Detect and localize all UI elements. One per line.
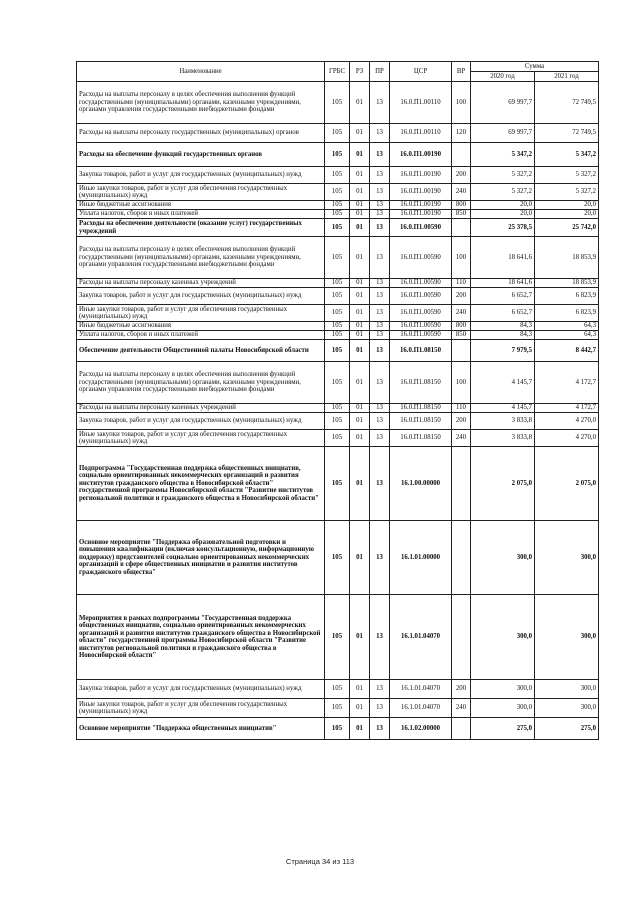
- row-csr: 16.0.П1.00190: [390, 143, 452, 167]
- row-grbs: 105: [325, 201, 350, 210]
- row-grbs: 105: [325, 184, 350, 201]
- row-name: Расходы на обеспечение функций государственных органов: [77, 143, 325, 167]
- row-name: Иные закупки товаров, работ и услуг для обеспечения государственных (муниципальных) нужд: [77, 305, 325, 322]
- row-rz: 01: [350, 404, 370, 413]
- row-amount-2020: 5 327,2: [471, 184, 535, 201]
- row-csr: 16.0.П1.00190: [390, 167, 452, 184]
- row-name: Иные бюджетные ассигнования: [77, 322, 325, 331]
- row-amount-2021: 4 172,7: [535, 404, 599, 413]
- table-row: [77, 331, 599, 340]
- header-grbs: ГРБС: [325, 62, 350, 82]
- row-csr: 16.0.П1.08150: [390, 430, 452, 447]
- row-csr: 16.0.П1.00190: [390, 210, 452, 219]
- row-name: Закупка товаров, работ и услуг для государственных (муниципальных) нужд: [77, 680, 325, 699]
- row-grbs: 105: [325, 718, 350, 740]
- row-grbs: 105: [325, 521, 350, 595]
- row-csr: 16.0.П1.00590: [390, 219, 452, 237]
- table-row: [77, 521, 599, 595]
- row-amount-2021: 18 853,9: [535, 237, 599, 279]
- row-pr: 13: [370, 167, 390, 184]
- row-name: Уплата налогов, сборов и иных платежей: [77, 210, 325, 219]
- row-amount-2021: 8 442,7: [535, 340, 599, 362]
- row-csr: 16.0.П1.08150: [390, 340, 452, 362]
- row-amount-2021: 275,0: [535, 718, 599, 740]
- row-csr: 16.0.П1.00110: [390, 124, 452, 143]
- row-name: Расходы на выплаты персоналу казенных учреждений: [77, 279, 325, 288]
- row-csr: 16.0.П1.00590: [390, 288, 452, 305]
- budget-table: [76, 61, 599, 740]
- row-rz: 01: [350, 430, 370, 447]
- table-row: [77, 210, 599, 219]
- row-rz: 01: [350, 201, 370, 210]
- row-pr: 13: [370, 82, 390, 124]
- row-vr: [452, 340, 471, 362]
- row-amount-2021: 5 327,2: [535, 167, 599, 184]
- row-name: Расходы на выплаты персоналу в целях обеспечения выполнения функций государственными (муниципальными) органами, казенными учреждениями, органами управления государственными внебюджетными фондами: [77, 237, 325, 279]
- row-pr: 13: [370, 288, 390, 305]
- row-pr: 13: [370, 201, 390, 210]
- row-vr: 200: [452, 167, 471, 184]
- row-name: Иные закупки товаров, работ и услуг для обеспечения государственных (муниципальных) нужд: [77, 430, 325, 447]
- row-pr: 13: [370, 340, 390, 362]
- row-name: Расходы на выплаты персоналу в целях обеспечения выполнения функций государственными (муниципальными) органами, казенными учреждениями, органами управления государственными внебюджетными фондами: [77, 82, 325, 124]
- row-vr: 110: [452, 279, 471, 288]
- row-rz: 01: [350, 124, 370, 143]
- row-amount-2021: 300,0: [535, 680, 599, 699]
- row-amount-2021: 72 749,5: [535, 124, 599, 143]
- row-vr: 200: [452, 288, 471, 305]
- row-amount-2021: 64,3: [535, 322, 599, 331]
- row-amount-2020: 3 833,8: [471, 430, 535, 447]
- row-vr: 850: [452, 331, 471, 340]
- row-grbs: 105: [325, 219, 350, 237]
- row-rz: 01: [350, 322, 370, 331]
- table-row: [77, 413, 599, 430]
- row-rz: 01: [350, 143, 370, 167]
- row-grbs: 105: [325, 430, 350, 447]
- row-csr: 16.0.П1.08150: [390, 362, 452, 404]
- row-amount-2021: 5 327,2: [535, 184, 599, 201]
- row-vr: [452, 219, 471, 237]
- row-name: Расходы на выплаты персоналу в целях обеспечения выполнения функций государственными (муниципальными) органами, казенными учреждениями, органами управления государственными внебюджетными фондами: [77, 362, 325, 404]
- row-grbs: 105: [325, 340, 350, 362]
- row-pr: 13: [370, 718, 390, 740]
- row-csr: 16.0.П1.00190: [390, 201, 452, 210]
- row-csr: 16.0.П1.00590: [390, 237, 452, 279]
- row-rz: 01: [350, 331, 370, 340]
- table-row: [77, 82, 599, 124]
- row-amount-2020: 20,0: [471, 210, 535, 219]
- row-rz: 01: [350, 362, 370, 404]
- row-csr: 16.1.01.04070: [390, 680, 452, 699]
- row-rz: 01: [350, 288, 370, 305]
- table-row: [77, 143, 599, 167]
- row-amount-2020: 84,3: [471, 331, 535, 340]
- row-vr: 240: [452, 184, 471, 201]
- row-vr: 100: [452, 237, 471, 279]
- row-name: Закупка товаров, работ и услуг для государственных (муниципальных) нужд: [77, 167, 325, 184]
- row-name: Основное мероприятие "Поддержка общественных инициатив": [77, 718, 325, 740]
- row-amount-2020: 275,0: [471, 718, 535, 740]
- row-vr: [452, 718, 471, 740]
- row-csr: 16.0.П1.00190: [390, 184, 452, 201]
- row-amount-2021: 20,0: [535, 210, 599, 219]
- table-row: [77, 699, 599, 718]
- row-name: Основное мероприятие "Поддержка образовательной подготовки и повышения квалификации (включая консультационную, информационную поддержку) представителей социально ориентированных некоммерческих организаций в сфере общественных инициатив и развития институтов гражданского общества": [77, 521, 325, 595]
- table-row: [77, 430, 599, 447]
- row-csr: 16.0.П1.08150: [390, 413, 452, 430]
- row-rz: 01: [350, 82, 370, 124]
- row-amount-2020: 6 652,7: [471, 288, 535, 305]
- table-row: [77, 124, 599, 143]
- row-amount-2020: 4 145,7: [471, 404, 535, 413]
- row-vr: [452, 447, 471, 521]
- row-rz: 01: [350, 279, 370, 288]
- table-row: [77, 201, 599, 210]
- row-grbs: 105: [325, 279, 350, 288]
- row-amount-2020: 6 652,7: [471, 305, 535, 322]
- row-grbs: 105: [325, 322, 350, 331]
- row-vr: 100: [452, 82, 471, 124]
- row-amount-2020: 84,3: [471, 322, 535, 331]
- row-rz: 01: [350, 305, 370, 322]
- row-pr: 13: [370, 322, 390, 331]
- row-grbs: 105: [325, 362, 350, 404]
- row-amount-2020: 3 833,8: [471, 413, 535, 430]
- table-row: [77, 595, 599, 680]
- row-pr: 13: [370, 413, 390, 430]
- row-name: Иные бюджетные ассигнования: [77, 201, 325, 210]
- row-rz: 01: [350, 718, 370, 740]
- row-vr: 850: [452, 210, 471, 219]
- row-amount-2020: 18 641,6: [471, 237, 535, 279]
- row-csr: 16.0.П1.00590: [390, 331, 452, 340]
- row-amount-2021: 6 823,9: [535, 288, 599, 305]
- header-name: Наименование: [77, 62, 325, 82]
- row-amount-2020: 300,0: [471, 521, 535, 595]
- row-csr: 16.0.П1.00590: [390, 279, 452, 288]
- row-grbs: 105: [325, 167, 350, 184]
- row-vr: 110: [452, 404, 471, 413]
- row-vr: [452, 595, 471, 680]
- table-row: [77, 404, 599, 413]
- table-row: [77, 305, 599, 322]
- row-vr: 200: [452, 680, 471, 699]
- row-amount-2020: 300,0: [471, 680, 535, 699]
- table-row: [77, 322, 599, 331]
- row-amount-2020: 300,0: [471, 595, 535, 680]
- row-vr: 800: [452, 322, 471, 331]
- row-csr: 16.0.П1.00590: [390, 322, 452, 331]
- row-csr: 16.1.00.00000: [390, 447, 452, 521]
- row-amount-2021: 6 823,9: [535, 305, 599, 322]
- row-amount-2021: 25 742,0: [535, 219, 599, 237]
- row-grbs: 105: [325, 413, 350, 430]
- header-csr: ЦСР: [390, 62, 452, 82]
- row-amount-2021: 300,0: [535, 595, 599, 680]
- row-csr: 16.1.02.00000: [390, 718, 452, 740]
- row-rz: 01: [350, 595, 370, 680]
- row-grbs: 105: [325, 210, 350, 219]
- row-amount-2020: 4 145,7: [471, 362, 535, 404]
- row-pr: 13: [370, 219, 390, 237]
- row-csr: 16.0.П1.00590: [390, 305, 452, 322]
- row-rz: 01: [350, 237, 370, 279]
- row-csr: 16.1.01.04070: [390, 699, 452, 718]
- row-name: Расходы на выплаты персоналу государственных (муниципальных) органов: [77, 124, 325, 143]
- row-pr: 13: [370, 699, 390, 718]
- row-amount-2020: 5 327,2: [471, 167, 535, 184]
- row-name: Обеспечение деятельности Общественной палаты Новосибирской области: [77, 340, 325, 362]
- row-grbs: 105: [325, 699, 350, 718]
- row-grbs: 105: [325, 237, 350, 279]
- row-pr: 13: [370, 237, 390, 279]
- row-grbs: 105: [325, 404, 350, 413]
- row-vr: [452, 521, 471, 595]
- row-name: Расходы на выплаты персоналу казенных учреждений: [77, 404, 325, 413]
- row-pr: 13: [370, 362, 390, 404]
- row-grbs: 105: [325, 124, 350, 143]
- row-grbs: 105: [325, 82, 350, 124]
- row-name: Расходы на обеспечение деятельности (оказание услуг) государственных учреждений: [77, 219, 325, 237]
- row-rz: 01: [350, 699, 370, 718]
- row-rz: 01: [350, 447, 370, 521]
- row-vr: 240: [452, 430, 471, 447]
- row-csr: 16.1.01.04070: [390, 595, 452, 680]
- row-vr: 800: [452, 201, 471, 210]
- table-row: [77, 237, 599, 279]
- page-number: Страница 34 из 113: [285, 857, 355, 866]
- header-year-2021: 2021 год: [535, 72, 599, 82]
- header-pr: ПР: [370, 62, 390, 82]
- row-amount-2021: 300,0: [535, 521, 599, 595]
- row-pr: 13: [370, 143, 390, 167]
- row-pr: 13: [370, 521, 390, 595]
- header-sum: Сумма: [471, 62, 599, 72]
- row-rz: 01: [350, 219, 370, 237]
- row-vr: [452, 143, 471, 167]
- row-rz: 01: [350, 184, 370, 201]
- row-vr: 200: [452, 413, 471, 430]
- row-pr: 13: [370, 279, 390, 288]
- row-grbs: 105: [325, 447, 350, 521]
- table-body: [77, 82, 599, 740]
- row-name: Закупка товаров, работ и услуг для государственных (муниципальных) нужд: [77, 413, 325, 430]
- row-pr: 13: [370, 430, 390, 447]
- row-name: Подпрограмма "Государственная поддержка общественных инициатив, социально ориентированных некоммерческих организаций и развития институтов гражданского общества в Новосибирской области" государственной программы Новосибирской области "Развитие институтов региональной политики и гражданского общества в Новосибирской области": [77, 447, 325, 521]
- table-row: [77, 167, 599, 184]
- row-amount-2021: 4 270,0: [535, 413, 599, 430]
- row-name: Уплата налогов, сборов и иных платежей: [77, 331, 325, 340]
- row-amount-2021: 4 172,7: [535, 362, 599, 404]
- header-rz: РЗ: [350, 62, 370, 82]
- table-row: [77, 219, 599, 237]
- row-vr: 240: [452, 305, 471, 322]
- row-pr: 13: [370, 447, 390, 521]
- row-rz: 01: [350, 167, 370, 184]
- row-amount-2020: 5 347,2: [471, 143, 535, 167]
- table-row: [77, 184, 599, 201]
- row-vr: 100: [452, 362, 471, 404]
- row-pr: 13: [370, 404, 390, 413]
- row-name: Иные закупки товаров, работ и услуг для обеспечения государственных (муниципальных) нужд: [77, 184, 325, 201]
- row-grbs: 105: [325, 680, 350, 699]
- row-amount-2021: 2 075,0: [535, 447, 599, 521]
- row-amount-2020: 300,0: [471, 699, 535, 718]
- row-rz: 01: [350, 413, 370, 430]
- row-amount-2020: 69 997,7: [471, 82, 535, 124]
- row-amount-2020: 2 075,0: [471, 447, 535, 521]
- table-row: [77, 340, 599, 362]
- row-amount-2021: 18 853,9: [535, 279, 599, 288]
- row-grbs: 105: [325, 143, 350, 167]
- row-amount-2021: 4 270,0: [535, 430, 599, 447]
- row-name: Закупка товаров, работ и услуг для государственных (муниципальных) нужд: [77, 288, 325, 305]
- row-amount-2020: 18 641,6: [471, 279, 535, 288]
- row-amount-2021: 5 347,2: [535, 143, 599, 167]
- row-csr: 16.1.01.00000: [390, 521, 452, 595]
- row-csr: 16.0.П1.08150: [390, 404, 452, 413]
- table-row: [77, 279, 599, 288]
- row-pr: 13: [370, 210, 390, 219]
- table-row: [77, 680, 599, 699]
- table-row: [77, 447, 599, 521]
- row-pr: 13: [370, 595, 390, 680]
- table-row: [77, 362, 599, 404]
- row-rz: 01: [350, 340, 370, 362]
- row-pr: 13: [370, 680, 390, 699]
- row-vr: 240: [452, 699, 471, 718]
- row-name: Мероприятия в рамках подпрограммы "Государственная поддержка общественных инициатив, социально ориентированных некоммерческих организаций и развития институтов гражданского общества в Новосибирской области" государственной программы Новосибирской области "Развитие институтов региональной политики и гражданского общества в Новосибирской области": [77, 595, 325, 680]
- row-pr: 13: [370, 124, 390, 143]
- row-vr: 120: [452, 124, 471, 143]
- row-amount-2021: 72 749,5: [535, 82, 599, 124]
- row-amount-2021: 20,0: [535, 201, 599, 210]
- row-pr: 13: [370, 331, 390, 340]
- row-pr: 13: [370, 184, 390, 201]
- row-grbs: 105: [325, 331, 350, 340]
- row-grbs: 105: [325, 288, 350, 305]
- row-amount-2021: 300,0: [535, 699, 599, 718]
- row-csr: 16.0.П1.00110: [390, 82, 452, 124]
- header-vr: ВР: [452, 62, 471, 82]
- row-pr: 13: [370, 305, 390, 322]
- row-name: Иные закупки товаров, работ и услуг для обеспечения государственных (муниципальных) нужд: [77, 699, 325, 718]
- row-grbs: 105: [325, 305, 350, 322]
- row-amount-2020: 20,0: [471, 201, 535, 210]
- table-row: [77, 718, 599, 740]
- row-amount-2021: 64,3: [535, 331, 599, 340]
- row-rz: 01: [350, 680, 370, 699]
- row-grbs: 105: [325, 595, 350, 680]
- row-rz: 01: [350, 521, 370, 595]
- table-row: [77, 288, 599, 305]
- header-year-2020: 2020 год: [471, 72, 535, 82]
- row-amount-2020: 25 378,5: [471, 219, 535, 237]
- row-amount-2020: 69 997,7: [471, 124, 535, 143]
- row-rz: 01: [350, 210, 370, 219]
- row-amount-2020: 7 979,5: [471, 340, 535, 362]
